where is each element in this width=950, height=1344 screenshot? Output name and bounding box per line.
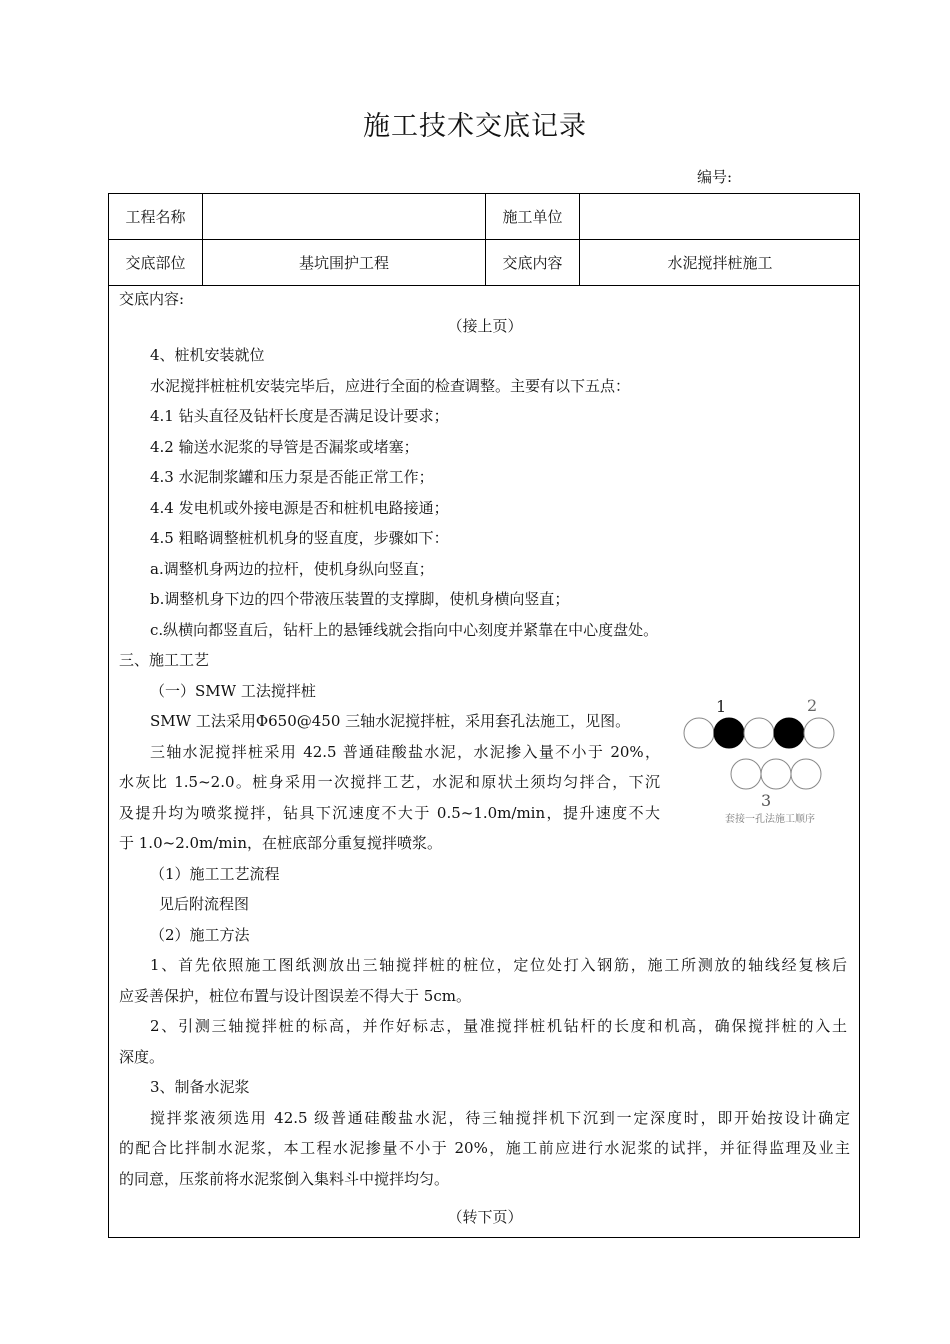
subsection-heading: （1）施工工艺流程 xyxy=(150,865,280,883)
part-label: 交底部位 xyxy=(125,254,186,272)
paragraph-line: 4.4 发电机或外接电源是否和桩机电路接通； xyxy=(150,499,449,517)
paragraph-line: a.调整机身两边的拉杆，使机身纵向竖直； xyxy=(150,560,434,578)
paragraph-line: 深度。 xyxy=(119,1048,165,1066)
subsection-heading: （一）SMW 工法搅拌桩 xyxy=(150,682,316,700)
bottom-row-piles xyxy=(731,759,821,789)
content-heading: 交底内容: xyxy=(119,290,185,308)
content-value: 水泥搅拌桩施工 xyxy=(667,254,773,272)
construction-unit-label: 施工单位 xyxy=(502,208,563,226)
pile-circle-filled xyxy=(714,718,744,748)
paragraph-line: b.调整机身下边的四个带液压装置的支撑脚，使机身横向竖直； xyxy=(150,590,570,608)
paragraph-line: SMW 工法采用Φ650@450 三轴水泥搅拌桩，采用套孔法施工，见图。 xyxy=(150,712,631,730)
paragraph-line: 应妥善保护，桩位布置与设计图误差不得大于 5cm。 xyxy=(119,987,471,1005)
paragraph-line: 及提升均为喷浆搅拌，钻具下沉速度不大于 0.5~1.0m/min，提升速度不大 xyxy=(119,804,660,822)
paragraph-line: 于 1.0~2.0m/min，在桩底部分重复搅拌喷浆。 xyxy=(119,834,443,852)
paragraph-line: 见后附流程图 xyxy=(159,895,250,913)
pile-circle xyxy=(804,718,834,748)
section-heading: 三、施工工艺 xyxy=(119,651,210,669)
content-label: 交底内容 xyxy=(502,254,563,272)
paragraph-line: 4.5 粗略调整桩机机身的竖直度，步骤如下： xyxy=(150,529,449,547)
project-name-label: 工程名称 xyxy=(125,208,186,226)
document-number-label: 编号: xyxy=(697,168,733,186)
record-table xyxy=(108,193,860,1238)
part-value: 基坑围护工程 xyxy=(298,254,389,272)
paragraph-line: 4.1 钻头直径及钻杆长度是否满足设计要求； xyxy=(150,407,449,425)
project-name-value xyxy=(203,194,485,239)
paragraph-line: 水灰比 1.5~2.0。桩身采用一次搅拌工艺，水泥和原状土须均匀拌合，下沉 xyxy=(119,773,660,791)
diagram-label-1: 1 xyxy=(716,697,727,716)
diagram-label-3: 3 xyxy=(761,791,772,810)
continued-to: （转下页） xyxy=(447,1208,523,1226)
paragraph-line: 3、制备水泥浆 xyxy=(150,1078,250,1096)
diagram-label-2: 2 xyxy=(807,696,818,715)
paragraph-line: 2、引测三轴搅拌桩的标高，并作好标志，量准搅拌桩机钻杆的长度和机高，确保搅拌桩的入土 xyxy=(150,1017,847,1035)
paragraph-line: 4、桩机安装就位 xyxy=(150,346,265,364)
page-title: 施工技术交底记录 xyxy=(363,111,587,142)
pile-circle xyxy=(684,718,714,748)
top-row-piles xyxy=(684,718,834,748)
paragraph-line: 搅拌浆液须选用 42.5 级普通硅酸盐水泥，待三轴搅拌机下沉到一定深度时，即开始按设计确定 xyxy=(150,1109,850,1127)
diagram-caption: 套接一孔法施工顺序 xyxy=(725,814,815,825)
pile-layout-diagram xyxy=(681,694,851,834)
paragraph-line: 1、首先依照施工图纸测放出三轴搅拌桩的桩位，定位处打入钢筋，施工所测放的轴线经复核后 xyxy=(150,956,847,974)
row-divider xyxy=(109,285,859,286)
pile-circle xyxy=(791,759,821,789)
subsection-heading: （2）施工方法 xyxy=(150,926,250,944)
continued-from: （接上页） xyxy=(447,317,523,335)
construction-unit-value xyxy=(580,194,860,239)
paragraph-line: 三轴水泥搅拌桩采用 42.5 普通硅酸盐水泥，水泥掺入量不小于 20%， xyxy=(150,743,660,761)
paragraph-line: 的同意，压浆前将水泥浆倒入集料斗中搅拌均匀。 xyxy=(119,1170,450,1188)
pile-circle-filled xyxy=(774,718,804,748)
paragraph-line: 水泥搅拌桩桩机安装完毕后，应进行全面的检查调整。主要有以下五点： xyxy=(150,377,631,395)
pile-circle xyxy=(761,759,791,789)
pile-circle xyxy=(731,759,761,789)
paragraph-line: 4.2 输送水泥浆的导管是否漏浆或堵塞； xyxy=(150,438,419,456)
paragraph-line: 的配合比拌制水泥浆，本工程水泥掺量不小于 20%，施工前应进行水泥浆的试拌，并征得监理及业主 xyxy=(119,1139,850,1157)
paragraph-line: 4.3 水泥制浆罐和压力泵是否能正常工作； xyxy=(150,468,434,486)
pile-circle xyxy=(744,718,774,748)
paragraph-line: c.纵横向都竖直后，钻杆上的悬锤线就会指向中心刻度并紧靠在中心度盘处。 xyxy=(150,621,659,639)
